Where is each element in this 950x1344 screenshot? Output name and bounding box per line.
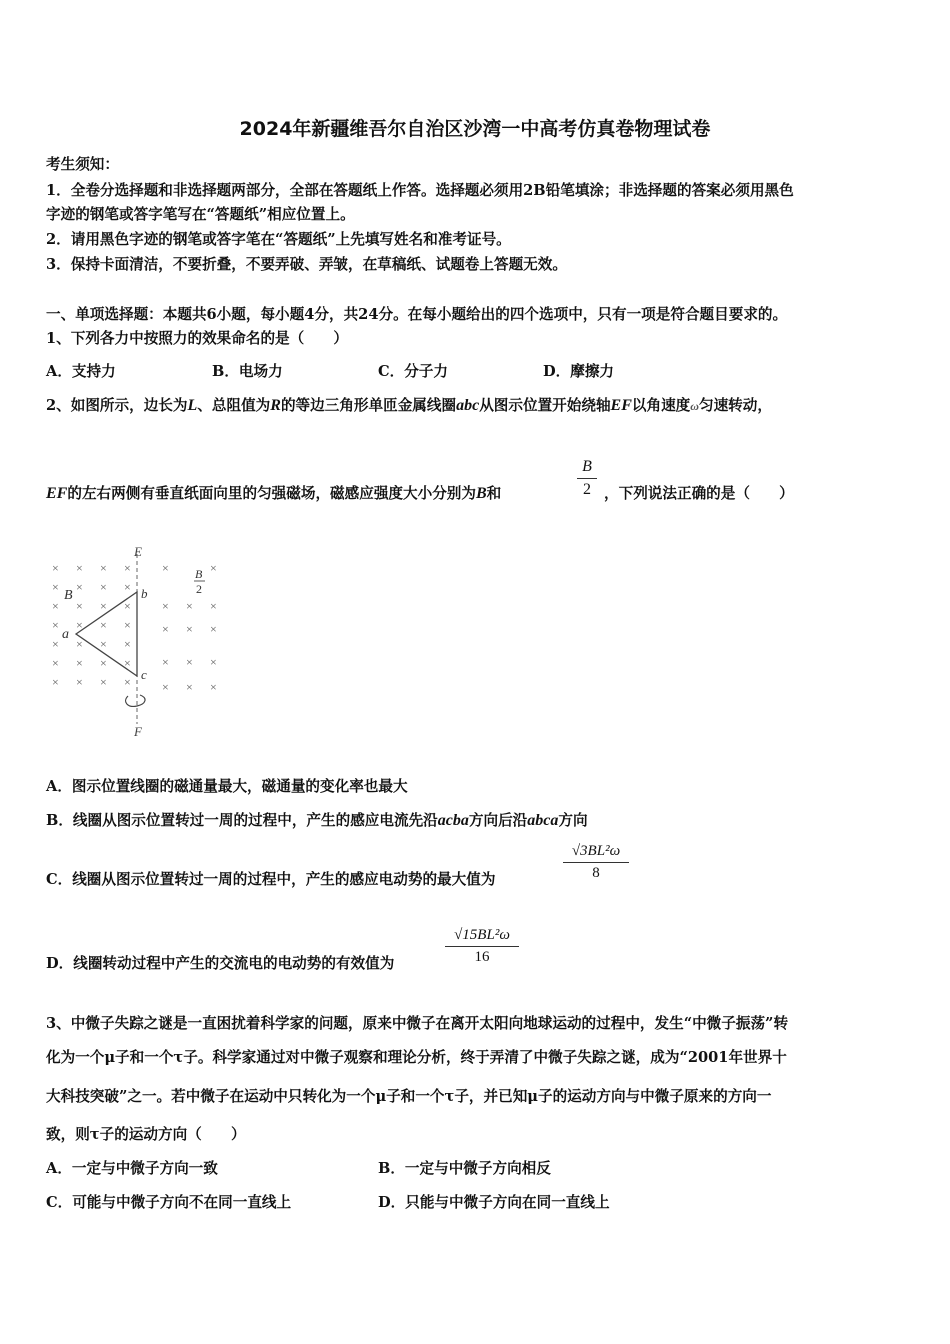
field-cross-icon: × <box>76 656 83 670</box>
field-cross-icon: × <box>76 675 83 689</box>
field-cross-icon: × <box>210 680 217 694</box>
field-cross-icon: × <box>124 675 131 689</box>
field-cross-icon: × <box>100 656 107 670</box>
b-over-2-fraction: B 2 <box>577 458 597 499</box>
notice-item: 1．全卷分选择题和非选择题两部分，全部在答题纸上作答。选择题必须用2B铅笔填涂；非选择题的答案必须用黑色 <box>46 182 794 199</box>
field-cross-icon: × <box>52 637 59 651</box>
field-cross-icon: × <box>76 599 83 613</box>
field-cross-icon: × <box>76 580 83 594</box>
rotation-arrow-icon <box>126 695 145 706</box>
q2-option-d: D．线圈转动过程中产生的交流电的电动势的有效值为 <box>46 955 395 972</box>
label-b-left: B <box>64 588 73 603</box>
field-cross-icon: × <box>124 561 131 575</box>
field-cross-icon: × <box>186 622 193 636</box>
q2-stem-line1: 2、如图所示，边长为L、总阻值为R的等边三角形单匝金属线圈abc从图示位置开始绕轴EF以角速度ω匀速转动， <box>46 397 772 414</box>
field-cross-icon: × <box>162 599 169 613</box>
magnetic-field-figure <box>44 544 234 739</box>
section-heading: 一、单项选择题：本题共6小题，每小题4分，共24分。在每小题给出的四个选项中，只有一项是符合题目要求的。 <box>46 306 788 323</box>
field-cross-icon: × <box>124 637 131 651</box>
field-cross-icon: × <box>162 655 169 669</box>
label-e: E <box>134 544 142 559</box>
field-cross-icon: × <box>52 675 59 689</box>
field-cross-icon: × <box>186 655 193 669</box>
q2-option-a: A．图示位置线圈的磁通量最大，磁通量的变化率也最大 <box>46 778 408 795</box>
field-cross-icon: × <box>210 599 217 613</box>
field-cross-icon: × <box>52 580 59 594</box>
q1-option-d: D．摩擦力 <box>543 363 615 380</box>
q1-stem: 1、下列各力中按照力的效果命名的是（ ） <box>46 330 349 347</box>
field-cross-icon: × <box>52 599 59 613</box>
field-cross-icon: × <box>210 655 217 669</box>
q2-stem-tail: ，下列说法正确的是（ ） <box>604 485 794 502</box>
label-b2-num: B <box>195 567 203 581</box>
field-cross-icon: × <box>124 656 131 670</box>
field-cross-icon: × <box>186 599 193 613</box>
q3-option-a: A．一定与中微子方向一致 <box>46 1160 218 1177</box>
field-cross-icon: × <box>124 618 131 632</box>
page-title: 2024年新疆维吾尔自治区沙湾一中高考仿真卷物理试卷 <box>239 118 711 140</box>
q1-option-b: B．电场力 <box>212 363 283 380</box>
field-cross-icon: × <box>100 599 107 613</box>
field-cross-icon: × <box>124 580 131 594</box>
field-cross-icon: × <box>76 561 83 575</box>
notice-item: 3．保持卡面清洁，不要折叠，不要弄破、弄皱，在草稿纸、试题卷上答题无效。 <box>46 256 567 273</box>
field-cross-icon: × <box>76 637 83 651</box>
label-a: a <box>62 627 69 642</box>
q3-option-b: B．一定与中微子方向相反 <box>378 1160 551 1177</box>
notice-heading: 考生须知： <box>46 156 119 173</box>
field-cross-icon: × <box>210 561 217 575</box>
label-b2-den: 2 <box>196 582 202 596</box>
notice-item: 2．请用黑色字迹的钢笔或答字笔在“答题纸”上先填写姓名和准考证号。 <box>46 231 511 248</box>
field-cross-icon: × <box>100 637 107 651</box>
label-b: b <box>141 586 148 601</box>
field-cross-icon: × <box>210 622 217 636</box>
q2-stem-line2: EF的左右两侧有垂直纸面向里的匀强磁场，磁感应强度大小分别为B和 <box>46 485 502 502</box>
field-cross-icon: × <box>124 599 131 613</box>
q3-option-c: C．可能与中微子方向不在同一直线上 <box>46 1194 292 1211</box>
q3-stem-line: 3、中微子失踪之谜是一直困扰着科学家的问题，原来中微子在离开太阳向地球运动的过程中，发生“中微子振荡”转 <box>46 1015 789 1032</box>
q3-stem-line: 大科技突破”之一。若中微子在运动中只转化为一个μ子和一个τ子，并已知μ子的运动方向与中微子原来的方向一 <box>46 1088 772 1105</box>
field-cross-icon: × <box>100 618 107 632</box>
q3-stem-line: 化为一个μ子和一个τ子。科学家通过对中微子观察和理论分析，终于弄清了中微子失踪之谜，成为“2001年世界十 <box>46 1049 787 1066</box>
field-cross-icon: × <box>52 656 59 670</box>
q2-option-b: B．线圈从图示位置转过一周的过程中，产生的感应电流先沿acba方向后沿abca方向 <box>46 812 588 829</box>
field-cross-icon: × <box>100 580 107 594</box>
notice-item: 字迹的钢笔或答字笔写在“答题纸”相应位置上。 <box>46 206 355 223</box>
option-c-fraction: √3BL²ω 8 <box>563 843 629 882</box>
field-cross-icon: × <box>52 561 59 575</box>
field-cross-icon: × <box>100 675 107 689</box>
field-cross-icon: × <box>76 618 83 632</box>
field-cross-icon: × <box>100 561 107 575</box>
label-c: c <box>141 667 147 682</box>
q1-option-a: A．支持力 <box>46 363 116 380</box>
field-cross-icon: × <box>186 680 193 694</box>
q3-option-d: D．只能与中微子方向在同一直线上 <box>378 1194 610 1211</box>
label-f: F <box>134 724 142 739</box>
q3-stem-line: 致，则τ子的运动方向（ ） <box>46 1126 246 1143</box>
field-cross-icon: × <box>162 622 169 636</box>
q2-option-c: C．线圈从图示位置转过一周的过程中，产生的感应电动势的最大值为 <box>46 871 496 888</box>
field-cross-icon: × <box>162 680 169 694</box>
q1-option-c: C．分子力 <box>378 363 448 380</box>
field-cross-icon: × <box>162 561 169 575</box>
field-cross-icon: × <box>52 618 59 632</box>
option-d-fraction: √15BL²ω 16 <box>445 927 519 966</box>
